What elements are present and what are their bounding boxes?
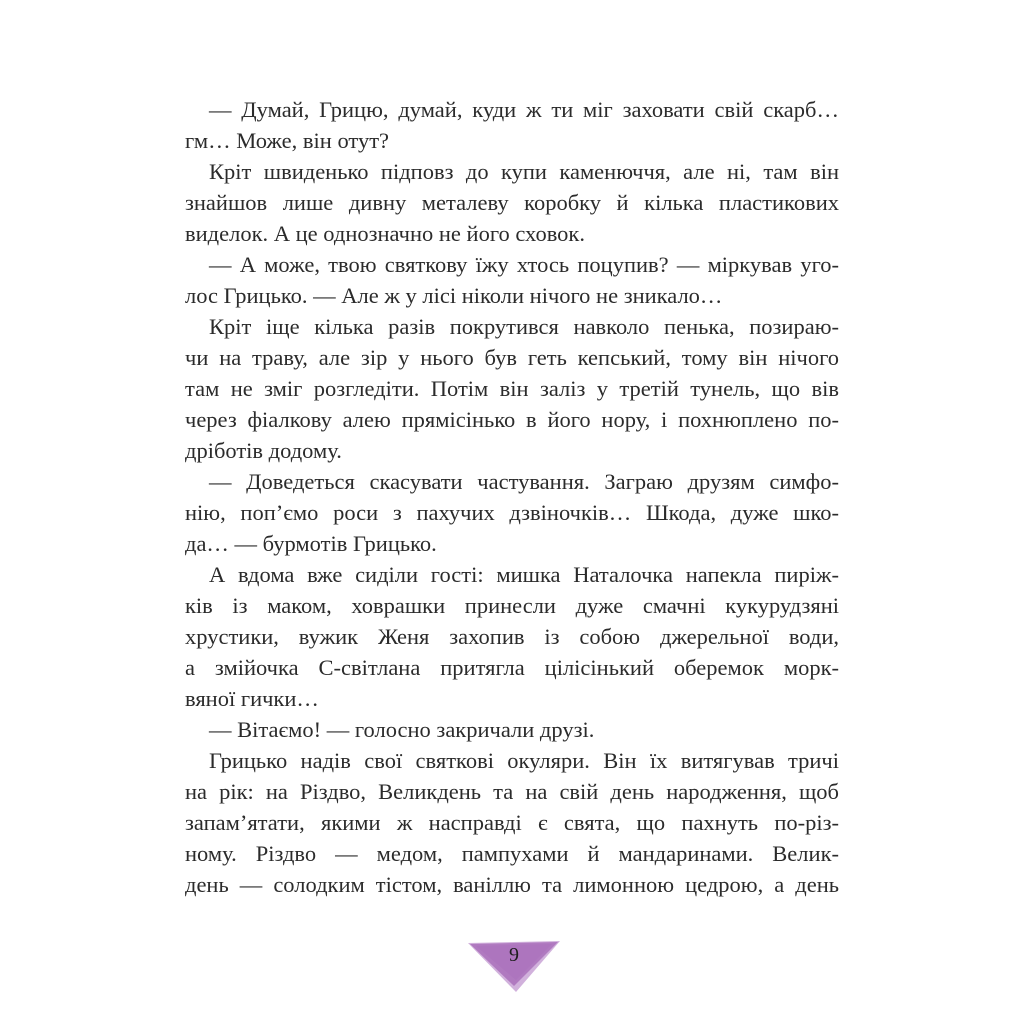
text-line: через фіалкову алею прямісінько в його нору, і похнюплено по- xyxy=(185,407,839,432)
text-line: дріботів додому. xyxy=(185,438,342,463)
text-line: Кріт іще кілька разів покрутився навколо пенька, позираю- xyxy=(209,314,839,339)
text-line: день — солодким тістом, ваніллю та лимонною цедрою, а день xyxy=(185,872,839,897)
text-line: на рік: на Різдво, Великдень та на свій день народження, щоб xyxy=(185,779,839,804)
text-line: ків із маком, ховрашки принесли дуже смачні кукурудзяні xyxy=(185,593,839,618)
text-line: Кріт швиденько підповз до купи каменюччя, але ні, там він xyxy=(209,159,839,184)
body-text xyxy=(185,94,839,900)
text-line: да… — бурмотів Грицько. xyxy=(185,531,437,556)
text-line: вяної гички… xyxy=(185,686,319,711)
text-line: — Вітаємо! — голосно закричали друзі. xyxy=(209,717,595,742)
text-line: а змійочка С-світлана притягла цілісінький оберемок морк- xyxy=(185,655,839,680)
text-line: А вдома вже сиділи гості: мишка Наталочка напекла пиріж- xyxy=(209,562,839,587)
text-line: — Думай, Грицю, думай, куди ж ти міг заховати свій скарб… xyxy=(209,97,839,122)
text-line: запам’ятати, якими ж насправді є свята, що пахнуть по-різ- xyxy=(185,810,839,835)
text-line: чи на траву, але зір у нього був геть кепський, тому він нічого xyxy=(185,345,839,370)
text-line: лос Грицько. — Але ж у лісі ніколи нічого не зникало… xyxy=(185,283,723,308)
page-number-badge xyxy=(466,940,562,994)
text-line: гм… Може, він отут? xyxy=(185,128,390,153)
text-line: Грицько надів свої святкові окуляри. Він їх витягував тричі xyxy=(209,748,839,773)
text-line: ному. Різдво — медом, пампухами й мандаринами. Велик- xyxy=(185,841,839,866)
text-line: хрустики, вужик Женя захопив із собою джерельної води, xyxy=(185,624,839,649)
page-number: 9 xyxy=(509,944,519,966)
text-line: знайшов лише дивну металеву коробку й кілька пластикових xyxy=(185,190,839,215)
text-line: там не зміг розгледіти. Потім він заліз у третій тунель, що вів xyxy=(185,376,839,401)
text-line: виделок. А це однозначно не його сховок. xyxy=(185,221,585,246)
text-line: — Доведеться скасувати частування. Заграю друзям симфо- xyxy=(209,469,839,494)
text-line: — А може, твою святкову їжу хтось поцупив? — міркував уго- xyxy=(209,252,839,277)
text-line: нію, поп’ємо роси з пахучих дзвіночків… Шкода, дуже шко- xyxy=(185,500,839,525)
